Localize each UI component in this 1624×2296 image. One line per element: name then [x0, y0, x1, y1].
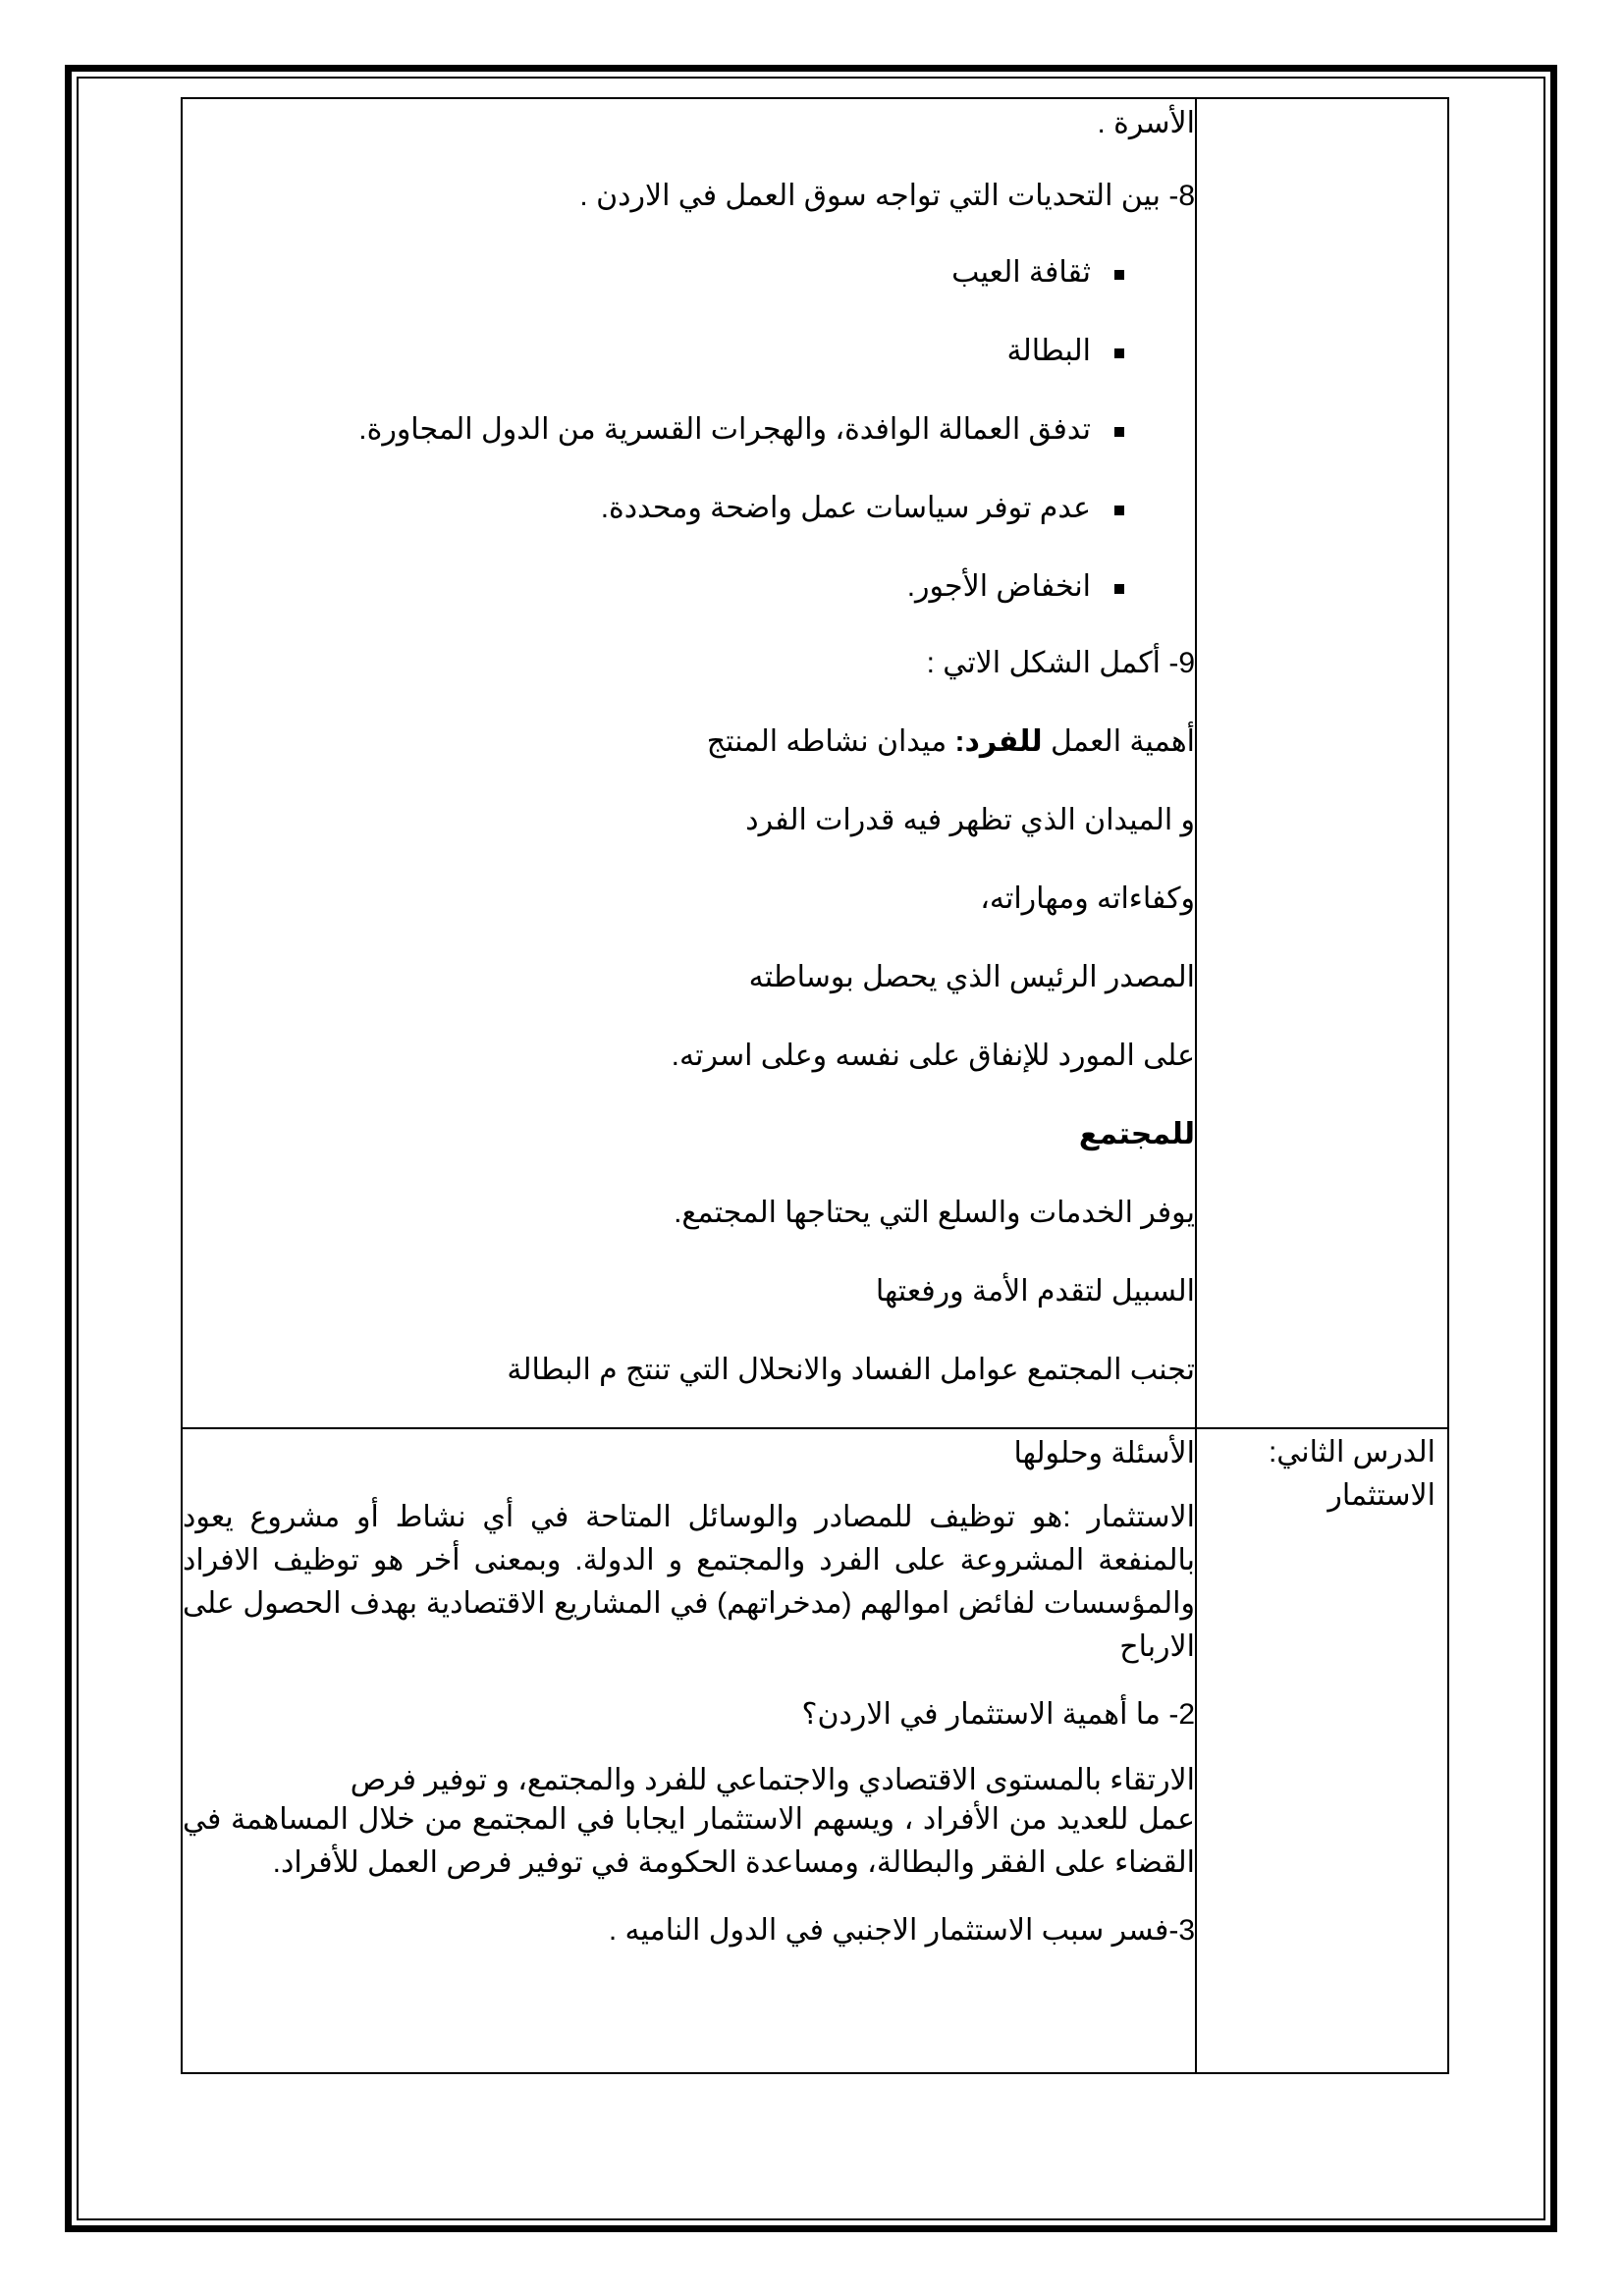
lesson2-title-cell — [1196, 1428, 1448, 2073]
individual-label: للفرد: — [954, 725, 1043, 758]
lesson2-heading: الأسئلة وحلولها — [1013, 1437, 1195, 1469]
answer-2-rest: عمل للعديد من الأفراد ، ويسهم الاستثمار ايجابا في المجتمع من خلال المساهمة في القضاء على الفقر والبطالة، ومساعدة الحكومة في توفير فرص العمل للأفراد. — [183, 1803, 1195, 1879]
society-heading: للمجتمع — [1078, 1118, 1195, 1150]
lesson2-content-cell — [182, 1428, 1196, 2073]
lesson1-row — [182, 98, 1448, 1428]
society-line-3: تجنب المجتمع عوامل الفساد والانحلال التي تنتج م البطالة — [507, 1354, 1195, 1386]
lesson2-title-line1: الدرس الثاني: — [1268, 1436, 1435, 1468]
society-line-1: يوفر الخدمات والسلع التي يحتاجها المجتمع. — [674, 1197, 1195, 1229]
question-9: 9- أكمل الشكل الاتي : — [926, 647, 1195, 679]
individual-heading: أهمية العمل — [1051, 725, 1195, 758]
individual-line-5: على المورد للإنفاق على نفسه وعلى اسرته. — [671, 1040, 1195, 1072]
lesson2-title-line2: الاستثمار — [1327, 1479, 1435, 1512]
society-line-2: السبيل لتقدم الأمة ورفعتها — [875, 1275, 1195, 1308]
question-3: 3-فسر سبب الاستثمار الاجنبي في الدول الناميه . — [608, 1914, 1195, 1947]
lesson1-content-cell — [182, 98, 1196, 1428]
lesson-table — [181, 97, 1449, 2074]
challenge-item: ثقافة العيب — [183, 254, 1195, 292]
family-end-line: الأسرة . — [1097, 107, 1195, 139]
answer-2-line1: الارتقاء بالمستوى الاقتصادي والاجتماعي للفرد والمجتمع، و توفير فرص — [350, 1764, 1195, 1796]
individual-line-2: و الميدان الذي تظهر فيه قدرات الفرد — [745, 804, 1195, 836]
lesson2-row — [182, 1428, 1448, 2073]
investment-definition: الاستثمار :هو توظيف للمصادر والوسائل المتاحة في أي نشاط أو مشروع يعود بالمنفعة المشروعة على الفرد والمجتمع و الدولة. وبمعنى أخر هو توظيف الافراد والمؤسسات لفائض اموالهم (مدخراتهم) في المشاريع الاقتصادية بهدف الحصول على الارباح — [183, 1501, 1195, 1663]
challenge-item: انخفاض الأجور. — [183, 568, 1195, 606]
individual-line-3: وكفاءاته ومهاراته، — [980, 882, 1195, 915]
challenges-list — [183, 254, 1195, 606]
individual-text: ميدان نشاطه المنتج — [706, 725, 955, 758]
challenge-item: البطالة — [183, 333, 1195, 370]
question-2: 2- ما أهمية الاستثمار في الاردن؟ — [801, 1698, 1195, 1731]
individual-heading-line — [183, 723, 1195, 761]
lesson1-title-cell — [1196, 98, 1448, 1428]
challenge-item: تدفق العمالة الوافدة، والهجرات القسرية من الدول المجاورة. — [183, 411, 1195, 449]
challenge-item: عدم توفر سياسات عمل واضحة ومحددة. — [183, 490, 1195, 527]
question-8: 8- بين التحديات التي تواجه سوق العمل في الاردن . — [579, 180, 1195, 212]
individual-line-4: المصدر الرئيس الذي يحصل بوساطته — [748, 961, 1195, 993]
